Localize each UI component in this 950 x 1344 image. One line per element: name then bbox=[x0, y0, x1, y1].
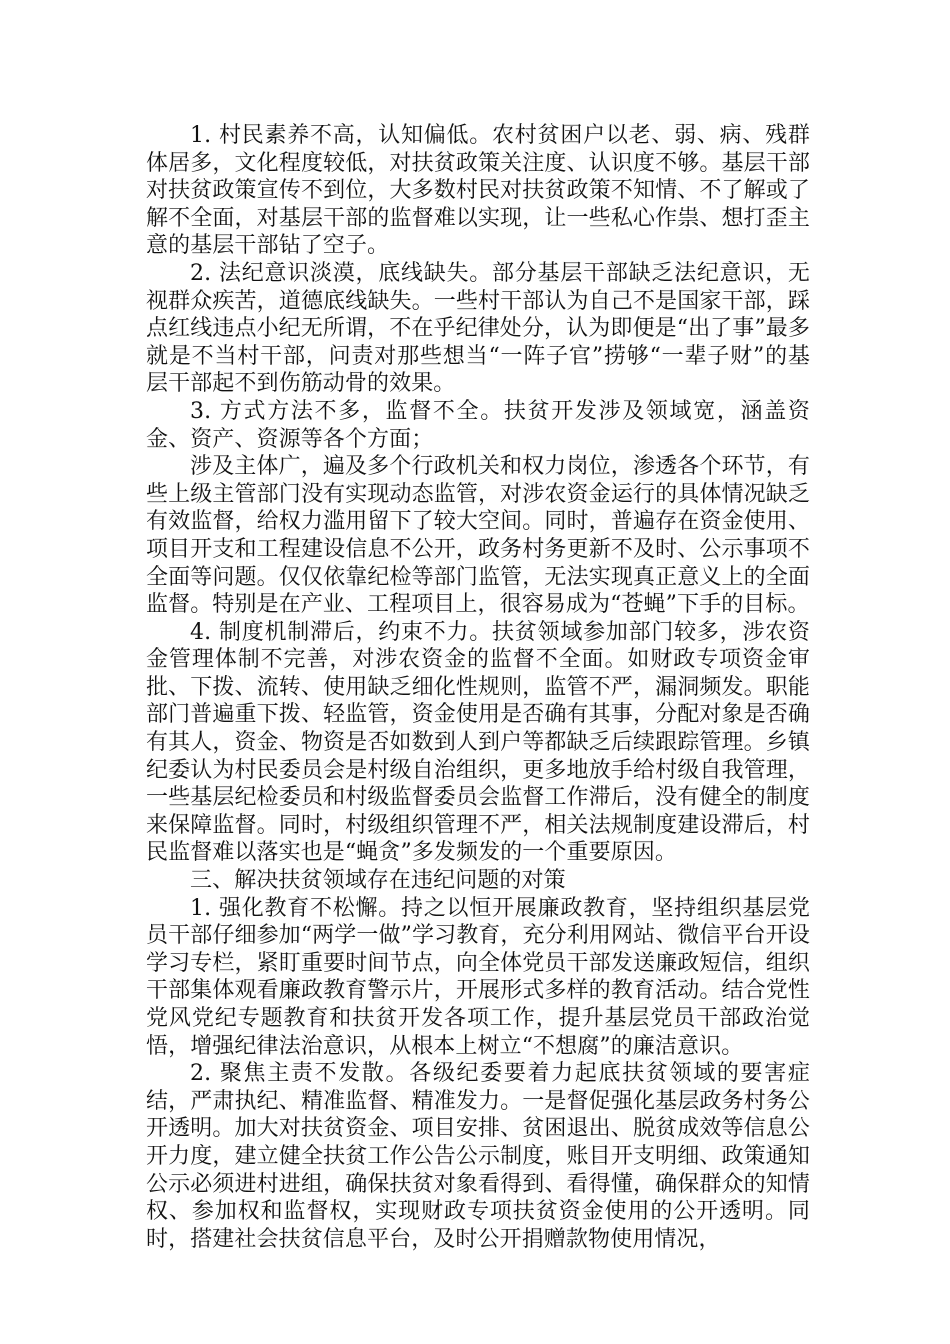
paragraph-system-mechanism: 4. 制度机制滞后，约束不力。扶贫领域参加部门较多，涉农资金管理体制不完善，对涉农资金的监督不全面。如财政专项资金审批、下拨、流转、使用缺乏细化性规则，监管不严，漏洞频发。职能部门普遍重下拨、轻监管，资金使用是否确有其事，分配对象是否确有其人，资金、物资是否如数到人到户等都缺乏后续跟踪管理。乡镇纪委认为村民委员会是村级自治组织，更多地放手给村级自我管理，一些基层纪检委员和村级监督委员会监督工作滞后，没有健全的制度来保障监督。同时，村级组织管理不严，相关法规制度建设滞后，村民监督难以落实也是“蝇贪”多发频发的一个重要原因。 bbox=[146, 619, 810, 866]
paragraph-focus-responsibility: 2. 聚焦主责不发散。各级纪委要着力起底扶贫领域的要害症结，严肃执纪、精准监督、精准发力。一是督促强化基层政务村务公开透明。加大对扶贫资金、项目安排、贫困退出、脱贫成效等信息公开力度，建立健全扶贫工作公告公示制度，账目开支明细、政策通知公示必须进村进组，确保扶贫对象看得到、看得懂，确保群众的知情权、参加权和监督权，实现财政专项扶贫资金使用的公开透明。同时，搭建社会扶贫信息平台，及时公开捐赠款物使用情况， bbox=[146, 1061, 810, 1252]
document-body bbox=[146, 122, 810, 1253]
paragraph-strengthen-education: 1. 强化教育不松懈。持之以恒开展廉政教育，坚持组织基层党员干部仔细参加“两学一做”学习教育，充分利用网站、微信平台开设学习专栏，紧盯重要时间节点，向全体党员干部发送廉政短信，组织干部集体观看廉政教育警示片，开展形式多样的教育活动。结合党性党风党纪专题教育和扶贫开发各项工作，提升基层党员干部政治觉悟，增强纪律法治意识，从根本上树立“不想腐”的廉洁意识。 bbox=[146, 895, 810, 1059]
paragraph-discipline-awareness: 2. 法纪意识淡漠，底线缺失。部分基层干部缺乏法纪意识，无视群众疾苦，道德底线缺失。一些村干部认为自己不是国家干部，踩点红线违点小纪无所谓，不在乎纪律处分，认为即便是“出了事”最多就是不当村干部，问责对那些想当“一阵子官”捞够“一辈子财”的基层干部起不到伤筋动骨的效果。 bbox=[146, 260, 810, 397]
paragraph-supervision-methods: 3. 方式方法不多，监督不全。扶贫开发涉及领域宽，涵盖资金、资产、资源等各个方面； bbox=[146, 398, 810, 452]
paragraph-supervision-scope: 涉及主体广，遍及多个行政机关和权力岗位，渗透各个环节，有些上级主管部门没有实现动态监管，对涉农资金运行的具体情况缺乏有效监督，给权力滥用留下了较大空间。同时，普遍存在资金使用、项目开支和工程建设信息不公开，政务村务更新不及时、公示事项不全面等问题。仅仅依靠纪检等部门监管，无法实现真正意义上的全面监督。特别是在产业、工程项目上，很容易成为“苍蝇”下手的目标。 bbox=[146, 454, 810, 618]
section-heading-countermeasures: 三、解决扶贫领域存在违纪问题的对策 bbox=[190, 868, 566, 894]
paragraph-villager-literacy: 1. 村民素养不高，认知偏低。农村贫困户以老、弱、病、残群体居多，文化程度较低，对扶贫政策关注度、认识度不够。基层干部对扶贫政策宣传不到位，大多数村民对扶贫政策不知情、不了解或了解不全面，对基层干部的监督难以实现，让一些私心作祟、想打歪主意的基层干部钻了空子。 bbox=[146, 123, 810, 259]
